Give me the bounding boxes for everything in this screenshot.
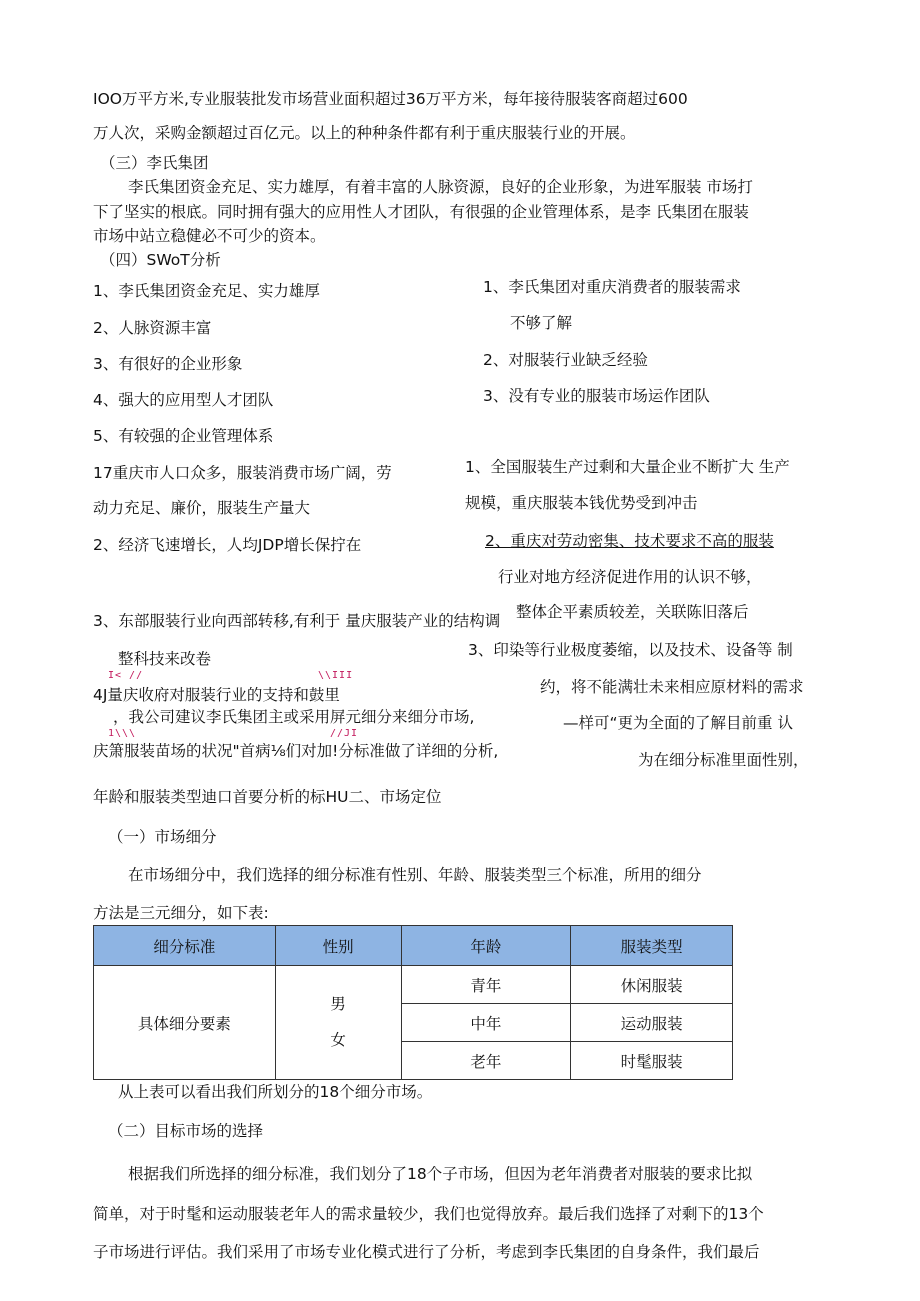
paragraph-line: 万人次，采购金额超过百亿元。以上的种种条件都有利于重庆服装行业的开展。 — [93, 124, 636, 142]
table-header-cell: 细分标准 — [94, 926, 276, 966]
section-heading-li-group: （三）李氏集团 — [100, 154, 209, 172]
swot-weakness-item: 不够了解 — [510, 314, 573, 332]
overlap-text-line: 庆箫服装苗场的状况"首病⅛们对加!分标准做了详细的分析, — [93, 742, 499, 760]
paragraph-line: 在市场细分中，我们选择的细分标准有性别、年龄、服装类型三个标准，所用的细分 — [128, 866, 702, 884]
table-row — [94, 966, 733, 1004]
swot-strength-item: 3、有很好的企业形象 — [93, 355, 243, 373]
swot-threat-line: 行业对地方经济促进作用的认识不够， — [498, 568, 762, 586]
swot-weakness-item: 2、对服装行业缺乏经验 — [483, 351, 648, 369]
swot-opportunity-line: 3、东部服装行业向西部转移,有利于 量庆服装产业的结构调 — [93, 612, 501, 630]
paragraph-line: 市场中站立稳健必不可少的资本。 — [93, 227, 326, 245]
diagram-mark: I< // — [108, 670, 144, 681]
age-cell: 老年 — [401, 1042, 571, 1080]
type-cell: 休闲服装 — [571, 966, 733, 1004]
swot-threat-line: 规模，重庆服装本钱优势受到冲击 — [465, 494, 698, 512]
section-heading-target-market: （二）目标市场的选择 — [108, 1122, 264, 1140]
section-heading-swot: （四）SWoT分析 — [100, 251, 221, 269]
type-cell: 运动服装 — [571, 1004, 733, 1042]
paragraph-line: 李氏集团资金充足、实力雄厚，有着丰富的人脉资源，良好的企业形象，为进军服装 市场打 — [128, 178, 753, 196]
paragraph-line: 简单，对于时髦和运动服装老年人的需求量较少，我们也觉得放弃。最后我们选择了对剩下的13个 — [93, 1205, 764, 1223]
swot-opportunity-line: 17重庆市人口众多，服装消费市场广阔，劳 — [93, 464, 392, 482]
overlap-text-line: 年龄和服装类型迪口首要分析的标HU二、市场定位 — [93, 788, 442, 806]
diagram-mark: 1\\\ — [108, 728, 137, 739]
swot-strength-item: 2、人脉资源丰富 — [93, 319, 212, 337]
table-header-cell: 性别 — [275, 926, 401, 966]
row-label-cell: 具体细分要素 — [94, 966, 276, 1080]
swot-strength-item: 4、强大的应用型人才团队 — [93, 391, 274, 409]
swot-threat-line: 约，将不能满壮未来相应原材料的需求 — [540, 678, 804, 696]
table-note: 从上表可以看出我们所划分的18个细分市场。 — [118, 1083, 433, 1101]
diagram-mark: //JI — [330, 728, 359, 739]
paragraph-line: 根据我们所选择的细分标准，我们划分了18个子市场，但因为老年消费者对服装的要求比拟 — [128, 1165, 753, 1183]
overlap-text-line: —样可“更为全面的了解目前重 认 — [563, 714, 793, 732]
swot-threat-line: 整体企平素质较差，关联陈旧落后 — [516, 603, 749, 621]
table-header-cell: 年龄 — [401, 926, 571, 966]
paragraph-line: 子市场进行评估。我们采用了市场专业化模式进行了分析，考虑到李氏集团的自身条件，我们最后 — [93, 1243, 760, 1261]
overlap-text-line: 为在细分标准里面性别， — [638, 751, 809, 769]
paragraph-line: 方法是三元细分，如下表: — [93, 904, 269, 922]
swot-strength-item: 5、有较强的企业管理体系 — [93, 427, 274, 445]
swot-threat-line: 1、全国服装生产过剩和大量企业不断扩大 生产 — [465, 458, 790, 476]
swot-opportunity-line: 2、经济飞速增长，人均JDP增长保拧在 — [93, 536, 362, 554]
age-cell: 青年 — [401, 966, 571, 1004]
sex-female: 女 — [330, 1030, 346, 1049]
segmentation-table — [93, 925, 733, 1080]
age-cell: 中年 — [401, 1004, 571, 1042]
section-heading-market-segmentation: （一）市场细分 — [108, 828, 217, 846]
type-cell: 时髦服装 — [571, 1042, 733, 1080]
paragraph-line: 下了坚实的根底。同时拥有强大的应用性人才团队，有很强的企业管理体系，是李 氏集团在服装 — [93, 203, 749, 221]
table-header-cell: 服装类型 — [571, 926, 733, 966]
swot-opportunity-line: 整科技来改卷 — [118, 650, 212, 668]
table-header-row — [94, 926, 733, 966]
swot-weakness-item: 3、没有专业的服装市场运作团队 — [483, 387, 710, 405]
diagram-mark: \\III — [318, 670, 354, 681]
swot-threat-line: 3、印染等行业极度萎缩，以及技术、设备等 制 — [468, 641, 793, 659]
sex-cell — [275, 966, 401, 1080]
sex-male: 男 — [330, 994, 346, 1013]
swot-threat-line: 2、重庆对劳动密集、技术要求不高的服装 — [485, 532, 774, 550]
overlap-text-line: ，我公司建议李氏集团主或采用屏元细分来细分市场, — [113, 708, 475, 726]
swot-opportunity-line: 动力充足、廉价，服装生产量大 — [93, 499, 311, 517]
swot-opportunity-line: 4J量庆收府对服装行业的支持和鼓里 — [93, 686, 340, 704]
paragraph-line: IOO万平方米,专业服装批发市场营业面积超过36万平方米，每年接待服装客商超过600 — [93, 90, 688, 108]
swot-strength-item: 1、李氏集团资金充足、实力雄厚 — [93, 282, 320, 300]
swot-weakness-item: 1、李氏集团对重庆消费者的服装需求 — [483, 278, 741, 296]
